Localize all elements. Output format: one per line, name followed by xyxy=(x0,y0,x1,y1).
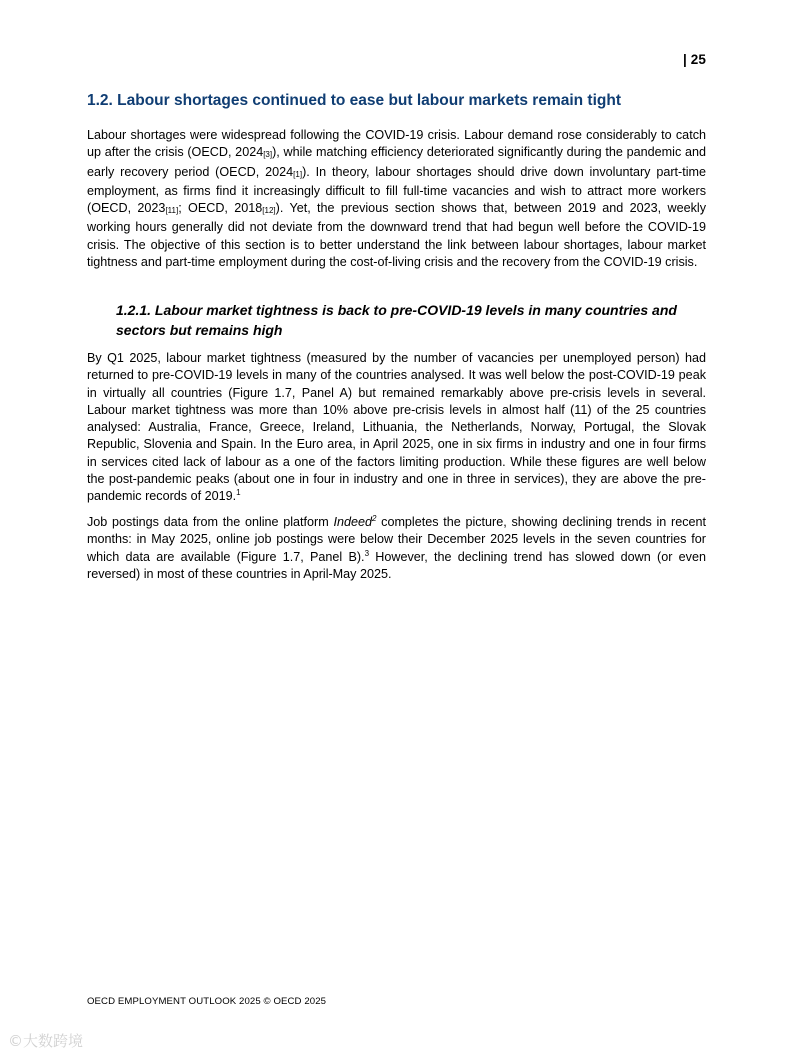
paragraph-job-postings xyxy=(87,514,706,583)
footnote-marker[interactable]: 2 xyxy=(371,514,377,523)
para3-text-1: Job postings data from the online platform xyxy=(87,515,334,529)
para3-text-3: However, the declining trend has slowed down (or even reversed) in most of these countries in April-May 2025. xyxy=(87,549,706,581)
page-number: | 25 xyxy=(683,52,706,67)
reference-marker[interactable]: [1] xyxy=(293,169,303,179)
para1-text-1: Labour shortages were widespread following the COVID-19 crisis. Labour demand rose considerably to catch up after the crisis (OECD, 2024 xyxy=(87,128,706,160)
para1-text-2: ), while matching efficiency deteriorated significantly during the pandemic and early recovery period (OECD, 2024 xyxy=(87,145,706,179)
para3-italic-source: Indeed xyxy=(333,515,372,529)
page-footer: OECD EMPLOYMENT OUTLOOK 2025 © OECD 2025 xyxy=(87,996,327,1007)
para3-text-2: completes the picture, showing declining trends in recent months: in May 2025, online job postings were below their December 2025 levels in the seven countries for which data are available (Figure 1.7, Panel B). xyxy=(87,515,706,564)
para1-text-5: ). Yet, the previous section shows that, between 2019 and 2023, weekly working hours generally did not deviate from the downward trend that had begun well before the COVID-19 crisis. The objective of this section is to better understand the link between labour shortages, labour market tightness and part-time employment during the cost-of-living crisis and the recovery from the COVID-19 crisis. xyxy=(87,201,706,270)
watermark-logo: ©大数跨境 xyxy=(8,1032,84,1050)
reference-marker[interactable]: [12] xyxy=(262,206,276,216)
reference-marker[interactable]: [3] xyxy=(263,150,273,160)
section-heading: 1.2. Labour shortages continued to ease but labour markets remain tight xyxy=(87,92,621,109)
para1-text-3: ). In theory, labour shortages should drive down involuntary part-time employment, as firms find it increasingly difficult to fill full-time vacancies and wish to attract more workers (OECD, 2023 xyxy=(87,164,707,216)
para1-text-4: ; OECD, 2018 xyxy=(178,201,263,216)
footnote-marker[interactable]: 1 xyxy=(236,488,241,498)
subsection-heading: 1.2.1. Labour market tightness is back to pre-COVID-19 levels in many countries and sectors but remains high xyxy=(116,302,677,338)
para2-text-1: By Q1 2025, labour market tightness (measured by the number of vacancies per unemployed person) had returned to pre-COVID-19 levels in many of the countries analysed. It was well below the post-COVID-19 peak in virtually all countries (Figure 1.7, Panel A) but remained remarkably above pre-crisis levels in several. Labour market tightness was more than 10% above pre-crisis levels in almost half (11) of the 25 countries analysed: Australia, France, Greece, Ireland, Lithuania, the Netherlands, Norway, Portugal, the Slovak Republic, Slovenia and Spain. In the Euro area, in April 2025, one in six firms in industry and one in four firms in services cited lack of labour as a one of the factors limiting production. While these figures are well below the post-pandemic peaks (about one in four in industry and one in three in services), they are above the pre-pandemic records of 2019. xyxy=(87,351,706,504)
paragraph-tightness xyxy=(87,350,706,506)
footnote-marker[interactable]: 3 xyxy=(364,548,370,558)
paragraph-intro xyxy=(87,127,706,271)
reference-marker[interactable]: [11] xyxy=(165,206,179,216)
